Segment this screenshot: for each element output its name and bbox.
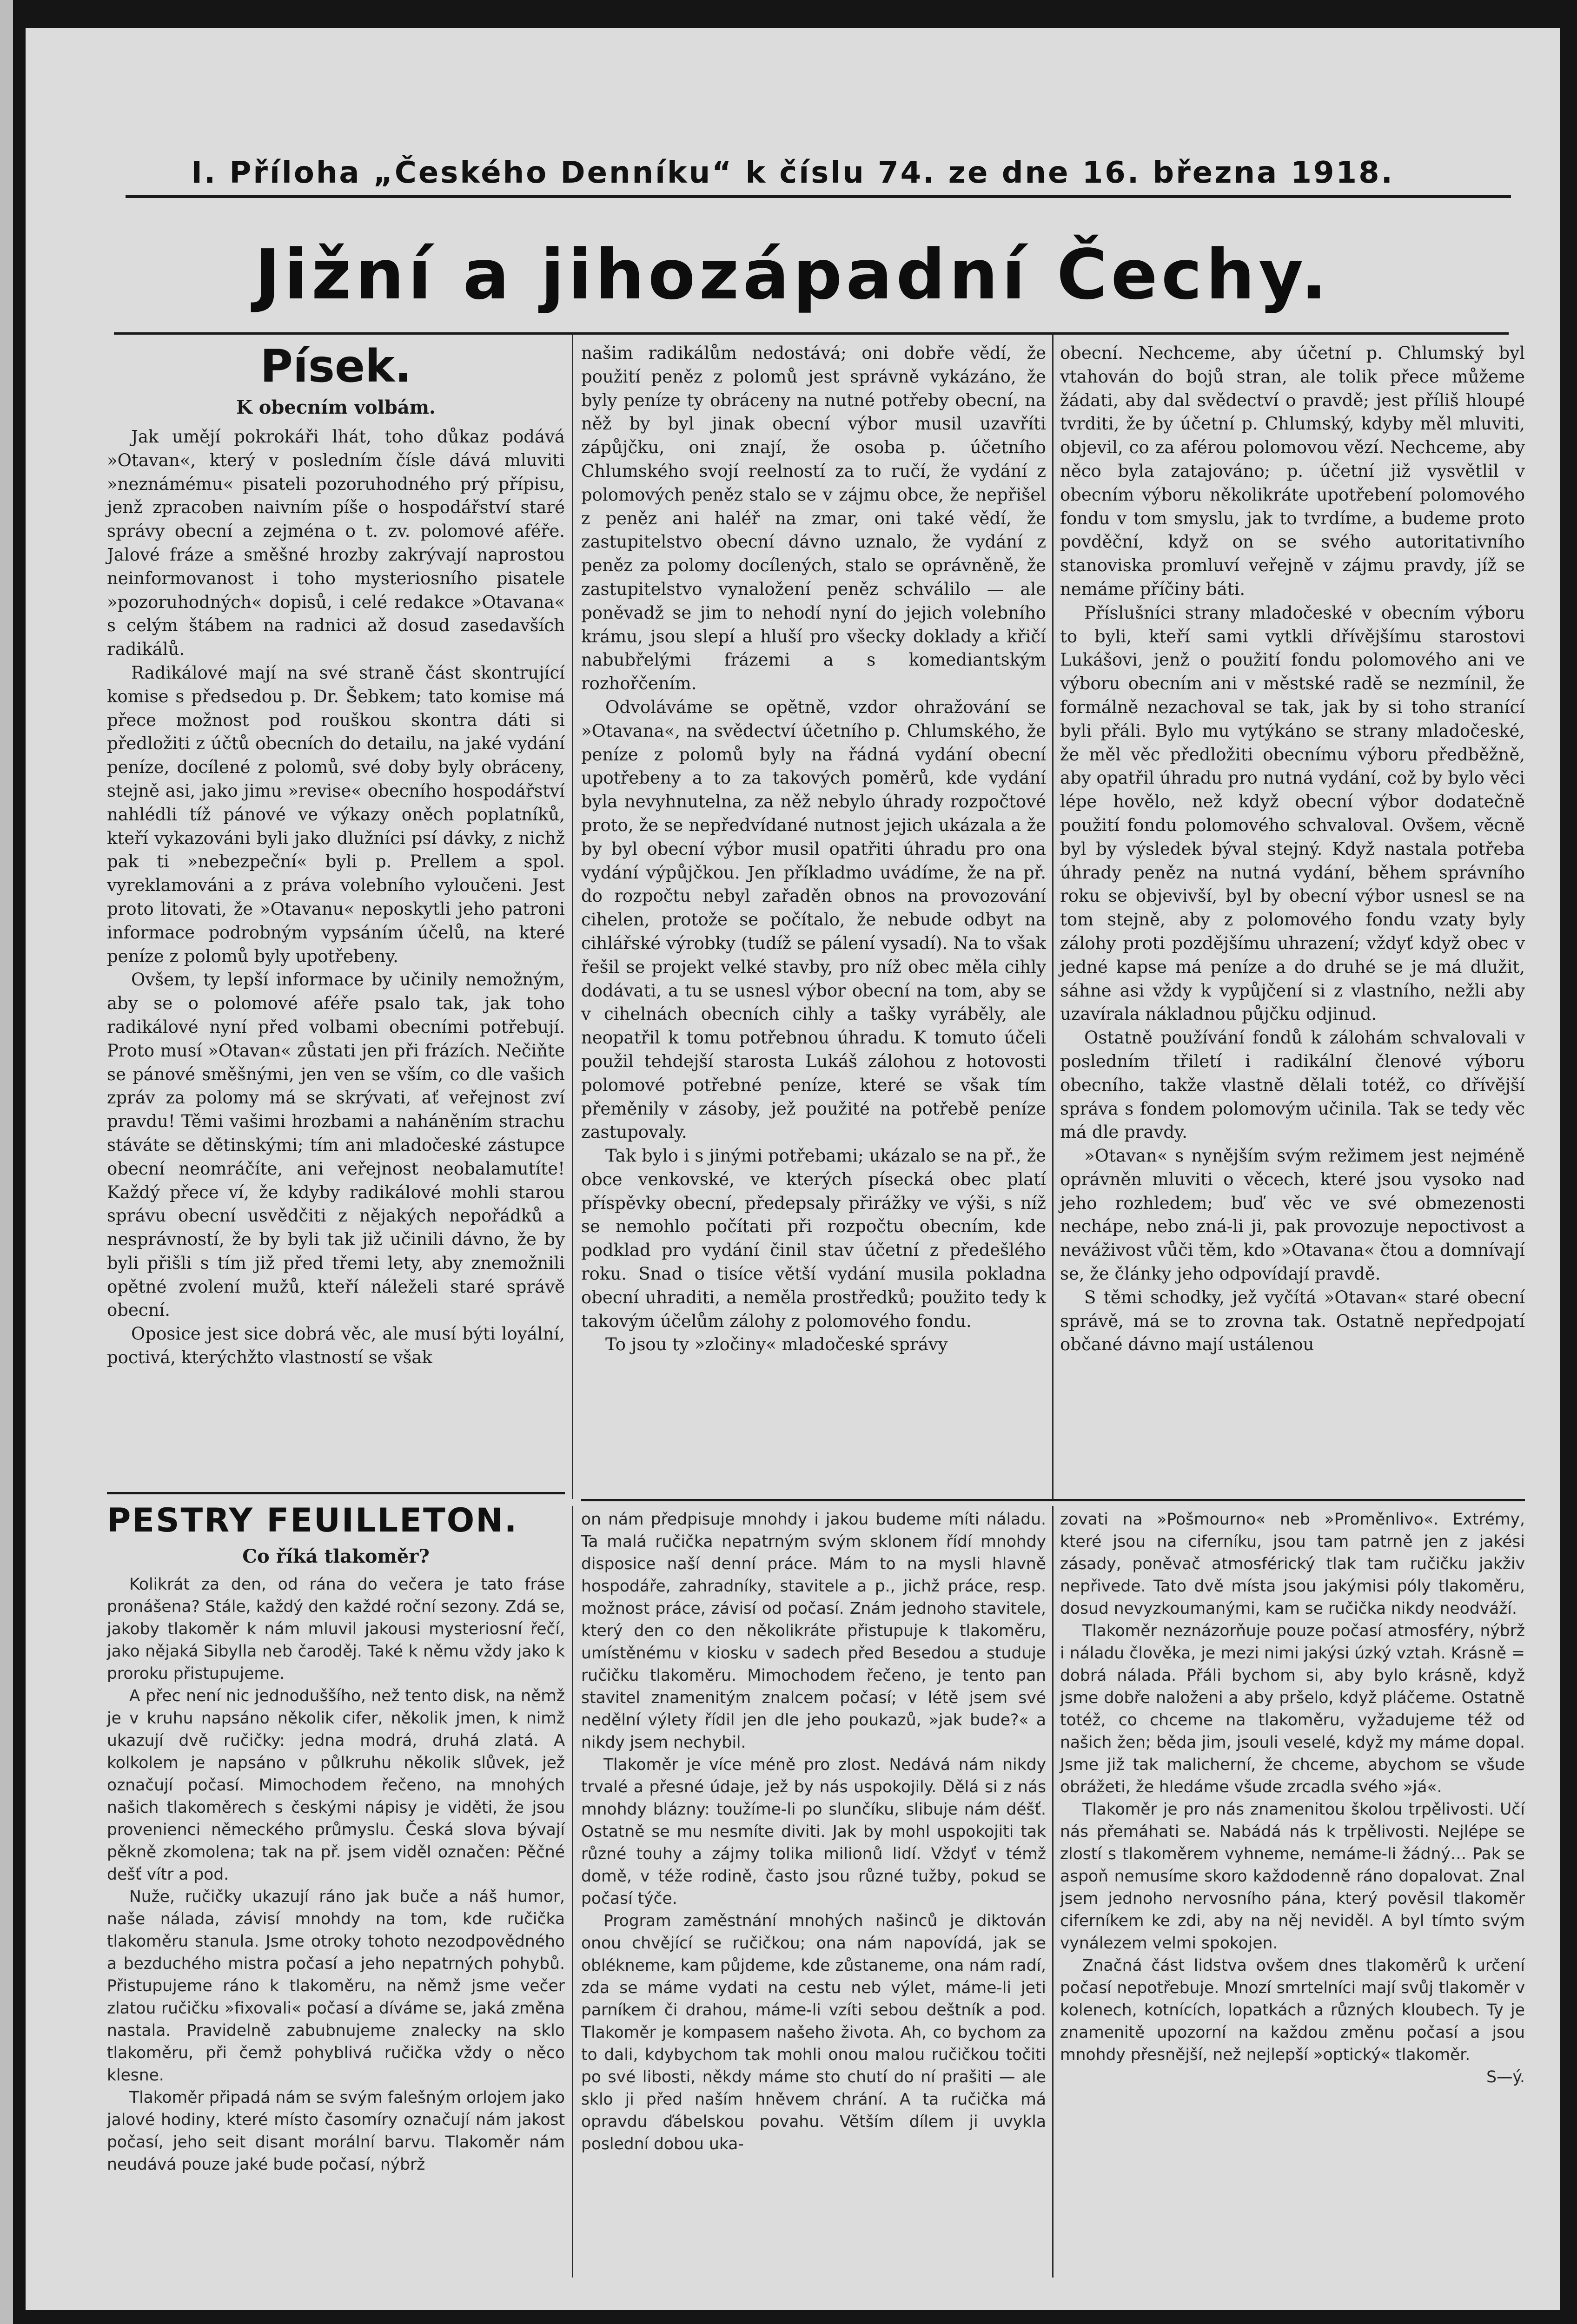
article-paragraph: obecní. Nechceme, aby účetní p. Chlumský byl vtahován do bojů stran, ale tolik přece můžeme žádati, aby dal svědectví o pravdě; jest příliš hloupé tvrditi, že by účetní p. Chlumský, kdyby měl mluviti, objevil, co za aférou polomovou vězí. Nechceme, aby něco byla zatajováno; p. účetní již vysvětlil v obecním výboru několikráte upotřebení polomového fondu v tom smyslu, jak to tvrdíme, a budeme proto povděční, když on se svého autoritativního stanoviska promluví veřejně v zájmu pravdy, jíž se nemáme příčiny báti. [1060,343,1525,599]
feuilleton-rule [581,1499,1525,1501]
article-paragraph: Tak bylo i s jinými potřebami; ukázalo se na př., že obce venkovské, ve kterých písecká obec platí příspěvky obecní, předepsaly přirážky ve výši, s níž se nemohlo počítati při rozpočtu obecním, kde podklad pro vydání činil stav účetní z předešlého roku. Snad o tisíce větší vydání musila pokladna obecní uhraditi, a neměla prostředků; použito tedy k takovým účelům zálohy z polomového fondu. [581,1146,1046,1331]
article-paragraph: Jak umějí pokrokáři lhát, toho důkaz podává »Otavan«, který v posledním čísle dává mluviti »neznámému« pisateli pozoruhodného prý přípisu, jenž zpracoben naivním píše o hospodářství staré správy obecní a zejména o t. zv. polomové aféře. Jalové fráze a směšné hrozby zakrývají naprostou neinformovanost i toho mysteriosního pisatele »pozoruhodných« dopisů, i celé redakce »Otavana« s celým štábem na radnici až dosud zasedavších radikálů. [107,427,565,660]
feuilleton-column-3 [1060,1508,1525,2088]
feuilleton-paragraph: Nuže, ručičky ukazují ráno jak buče a náš humor, naše nálada, závisí mnohdy na tom, kde ručička tlakoměru stanula. Jsme otroky tohoto nezodpovědného a bezduchého mistra počasí a jeho nepatrných pohybů. Přistupujeme ráno k tlakoměru, na němž jsme večer zlatou ručičku »fixovali« počasí a díváme se, jaká změna nastala. Pravidelně zabubnujeme znalecky na sklo tlakoměru, při čemž pohyblivá ručička vždy o něco klesne. [107,1888,565,2085]
feuilleton-paragraph: Tlakoměr neznázorňuje pouze počasí atmosféry, nýbrž i náladu člověka, je mezi nimi jakýsi úzký vztah. Krásně = dobrá nálada. Přáli bychom si, aby bylo krásně, když jsme dobře naloženi a aby pršelo, když pláčeme. Ostatně totéž, co chceme na tlakoměru, vyžadujeme též od našich žen; běda jim, jsouli veselé, když my máme dopal. Jsme již tak malicherní, že chceme, abychom se všude obrážeti, že hledáme všude zrcadla svého »já«. [1060,1622,1525,1796]
feuilleton-paragraph: Kolikrát za den, od rána do večera je tato fráse pronášena? Stále, každý den každé roční sezony. Zdá se, jakoby tlakoměr k nám mluvil jakousi mysteriosní řečí, jako nějaká Sibylla neb čaroděj. Také k němu vždy jako k proroku přistupujeme. [107,1575,565,1683]
feuilleton-signature: S—ý. [1486,2068,1525,2086]
article-title: Písek. [260,340,412,392]
feuilleton-paragraph: Tlakoměr připadá nám se svým falešným orlojem jako jalové hodiny, které místo časomíry označují nám jakost počasí, jeho seit disant morální barvu. Tlakoměr nám neudává pouze jaké bude počasí, nýbrž [107,2088,565,2174]
feuilleton-rule [107,1492,565,1494]
column-divider [572,335,573,1499]
feuilleton-subtitle: Co říká tlakoměr? [242,1545,430,1567]
supplement-line: I. Příloha „Českého Denníku“ k číslu 74. ze dne 16. března 1918. [191,156,1394,190]
feuilleton-paragraph: Značná část lidstva ovšem dnes tlakoměrů k určení počasí nepotřebuje. Mnozí smrtelníci mají svůj tlakoměr v kolenech, kotnících, lopatkách a různých kloubech. Ty je znamenitě upozorní na každou změnu počasí a jsou mnohdy přesnější, než nejlepší »optický« tlakoměr. [1060,1956,1525,2064]
feuilleton-paragraph: Program zaměstnání mnohých našinců je diktován onou chvějící se ručičkou; ona nám napovídá, jak se oblékneme, kam půjdeme, kde zůstaneme, ona nám radí, zda se máme vydati na cestu neb výlet, máme-li jeti parníkem či drahou, máme-li vzíti sebou deštník a pod. Tlakoměr je kompasem našeho života. Ah, co bychom za to dali, kdybychom tak mohli onou malou ručičkou točiti po své libosti, někdy máme sto chutí do ní prašiti — ale sklo ji před naším hněvem chrání. A ta ručička má opravdu ďábelskou povahu. Větším dílem ji uvykla poslední dobou uka- [581,1912,1046,2153]
article-column-3 [1060,342,1525,1357]
article-column-2 [581,342,1046,1357]
article-paragraph: To jsou ty »zločiny« mladočeské správy [605,1334,948,1355]
headline: Jižní a jihozápadní Čechy. [254,235,1331,315]
article-paragraph: S těmi schodky, jež vyčítá »Otavan« staré obecní správě, má se to zrovna tak. Ostatně nepředpojatí občané dávno mají ustálenou [1060,1287,1525,1355]
feuilleton-paragraph: on nám předpisuje mnohdy i jakou budeme míti náladu. Ta malá ručička nepatrným svým sklonem řídí mnohdy disposice naší denní práce. Mám to na mysli hlavně hospodáře, zahradníky, stavitele a p., jichž práce, resp. možnost práce, závisí od počasí. Znám jednoho stavitele, který den co den několikráte přistupuje k tlakoměru, umístěnému v kiosku v sadech před Besedou a studuje ručičku tlakoměru. Mimochodem řečeno, je tento pan stavitel znamenitým znalcem počasí; v létě jsem své nedělní výlety řídil jen dle jeho poukazů, »jak bude?« a nikdy jsem nechybil. [581,1510,1046,1752]
article-column-1 [107,425,565,1370]
feuilleton-column-2 [581,1508,1046,2155]
column-divider [1052,335,1054,1499]
article-paragraph: Ostatně používání fondů k zálohám schvalovali v posledním třiletí i radikální členové výboru obecního, takže vlastně dělali totéž, co dřívější správa s fondem polomovým učinila. Tak se tedy věc má dle pravdy. [1060,1028,1525,1142]
column-divider [572,1506,573,2278]
article-paragraph: Odvoláváme se opětně, vzdor ohražování se »Otavana«, na svědectví účetního p. Chlumského, že peníze z polomů byly na řádná vydání obecní upotřebeny a to za takových poměrů, kde vydání byla nevyhnutelna, za něž nebylo úhrady rozpočtové proto, že se nepředvídané nutnost jejich ukázala a že by byl obecní výbor musil opatřiti úhradu pro ona vydání výpůjčkou. Jen příkladmo uvádíme, že na př. do rozpočtu nebyl zařaděn obnos na provozování cihelen, protože se počítalo, že nebude odbyt na cihlářské výrobky (tudíž se pálení vysadí). Na to však řešil se projekt velké stavby, pro níž obec měla cihly dodávati, a tu se usnesl výbor obecní na tom, aby se v cihelnách obecních cihly a tašky vyráběly, ale neopatřil k tomu potřebnou úhradu. K tomuto účeli použil tehdejší starosta Lukáš zálohou z hotovosti polomové potřebné peníze, které se však tím přeměnily v zásoby, jež použité na potřebě peníze zastupovaly. [581,697,1046,1142]
feuilleton-column-1 [107,1573,565,2176]
newspaper-page [26,28,1560,2310]
feuilleton-paragraph: A přec není nic jednoduššího, než tento disk, na němž je v kruhu napsáno několik cifer, několik jmen, k nimž ukazují dvě ručičky: jedna modrá, druhá zlatá. A kolkolem je napsáno v půlkruhu několik slůvek, jež označují počasí. Mimochodem řečeno, na mnohých našich tlakoměrech s českými nápisy je viděti, že jsou provenienci německého průmyslu. Česká slova bývají pěkně zkomolena; tak na př. jsem viděl označen: Pěčné dešť vítr a pod. [107,1687,565,1884]
article-paragraph: Ovšem, ty lepší informace by učinily nemožným, aby se o polomové aféře psalo tak, jak toho radikálové nyní před volbami obecními potřebují. Proto musí »Otavan« zůstati jen při frázích. Nečiňte se pánové směšnými, jen ven se vším, co dle vašich zpráv za polomy má se skrývati, ať veřejnost zví pravdu! Těmi vašimi hrozbami a naháněním strachu stáváte se dětinskými; tím ani mladočeské zástupce obecní neomráčíte, ani veřejnost neobalamutíte! Každý přece ví, že kdyby radikálové mohli starou správu obecní usvědčiti z nějakých nepořádků a nesprávností, že by byli tak již učinili dávno, že by byli přišli s tím již před třemi lety, aby znemožnili opětné zvolení mužů, kteří náleželi staré správě obecní. [107,970,565,1320]
feuilleton-title: PESTRY FEUILLETON. [107,1501,518,1539]
article-paragraph: našim radikálům nedostává; oni dobře vědí, že použití peněz z polomů jest správně vykázáno, že byly peníze ty obráceny na nutné potřeby obecní, na něž by byl jinak obecní výbor musil uzavříti zápůjčku, oni znají, že osoba p. účetního Chlumského svojí reelností za to ručí, že vydání z polomových peněz stalo se v zájmu obce, že nepřišel z peněz ani haléř na zmar, oni také vědí, že zastupitelstvo obecní dávno uznalo, že vydání z peněz za polomy docílených, stalo se oprávněně, že zastupitelstvo vynaložení peněz schválilo — ale poněvadž se jim to nehodí nyní do jejich volebního krámu, jsou slepí a hluší pro všecky doklady a křičí nabubřelými frázemi a s komediantským rozhořčením. [581,343,1046,694]
feuilleton-paragraph: Tlakoměr je více méně pro zlost. Nedává nám nikdy trvalé a přesné údaje, jež by nás uspokojily. Dělá si z nás mnohdy blázny: toužíme-li po slunčíku, slibuje nám déšť. Ostatně se mu nesmíte diviti. Jak by mohl uspokojiti tak různé touhy a zájmy tolika milionů lidí. Vždyť v témž domě, v téže rodině, často jsou různé tužby, pokud se počasí týče. [581,1756,1046,1908]
headline-rule [114,332,1509,335]
feuilleton-paragraph: zovati na »Pošmourno« neb »Proměnlivo«. Extrémy, které jsou na ciferníku, jsou tam patrně jen z jakési zásady, poněvač atmosférický tlak tam ručičku jakživ nepřivede. Tato dvě místa jsou jakýmisi póly tlakoměru, dosud nevyzkoumanými, kam se ručička nikdy neodváží. [1060,1510,1525,1618]
article-paragraph: Příslušníci strany mladočeské v obecním výboru to byli, kteří sami vytkli dřívějšímu starostovi Lukášovi, jenž o použití fondu polomového ani ve výboru obecním ani v městské radě se nezmínil, že formálně nezachoval se tak, jak by si toho stranící byli přáli. Bylo mu vytýkáno se strany mladočeské, že měl věc předložiti obecnímu výboru předběžně, aby opatřil úhradu pro nutná vydání, což by bylo věci lépe hovělo, než když obecní výbor dodatečně použití fondu polomového schvaloval. Ovšem, věcně byl by výsledek býval stejný. Když nastala potřeba úhrady peněz na nutná vydání, během správního roku se objevivší, byl by obecní výbor usnesl se na tom stejně, aby z polomového fondu vzaty byly zálohy proti pozdějšímu uhrazení; vždyť když obec v jedné kapse má peníze a do druhé se je má dlužit, sáhne asi vždy k vypůjčení si z vlastního, nežli aby uzavírala nákladnou půjčku odjinud. [1060,602,1525,1024]
article-paragraph: »Otavan« s nynějším svým režimem jest nejméně oprávněn mluviti o věcech, které jsou vysoko nad jeho rozhledem; buď věc ve své obmezenosti nechápe, nebo zná-li ji, pak provozuje nepoctivost a neváživost vůči těm, kdo »Otavana« čtou a domnívají se, že články jeho odpovídají pravdě. [1060,1146,1525,1284]
article-paragraph: Radikálové mají na své straně část skontrující komise s předsedou p. Dr. Šebkem; tato komise má přece možnost pod rouškou skontra dáti si předložiti z účtů obecních do detailu, na jaké vydání peníze, docílené z polomů, své doby byly obráceny, stejně asi, jako jimu »revise« obecního hospodářství nahlédli tíž pánové ve výkazy oněch poplatníků, kteří vykazováni byli jako dlužníci psí dávky, z nichž pak ti »nebezpeční« byli p. Prellem a spol. vyreklamováni a z práva volebního vyloučeni. Jest proto litovati, že »Otavanu« neposkytli jeho patroni informace podrobným vypsáním účelů, na které peníze z polomů byly upotřebeny. [107,662,565,966]
article-paragraph: Oposice jest sice dobrá věc, ale musí býti loyální, poctivá, kterýchžto vlastností se však [107,1324,565,1368]
scan-left-edge [0,0,13,2324]
column-divider [1052,1506,1054,2278]
article-subtitle: K obecním volbám. [236,396,436,418]
feuilleton-paragraph: Tlakoměr je pro nás znamenitou školou trpělivosti. Učí nás přemáhati se. Nabádá nás k trpělivosti. Nejlépe se zlostí s tlakoměrem vyhneme, nemáme-li žádný… Pak se aspoň nemusíme skoro každodenně ráno dopalovat. Znal jsem jednoho nervosního pána, který pověsil tlakoměr ciferníkem ke zdi, aby na něj neviděl. A byl tímto svým vynálezem velmi spokojen. [1060,1800,1525,1953]
masthead-rule [126,195,1511,198]
